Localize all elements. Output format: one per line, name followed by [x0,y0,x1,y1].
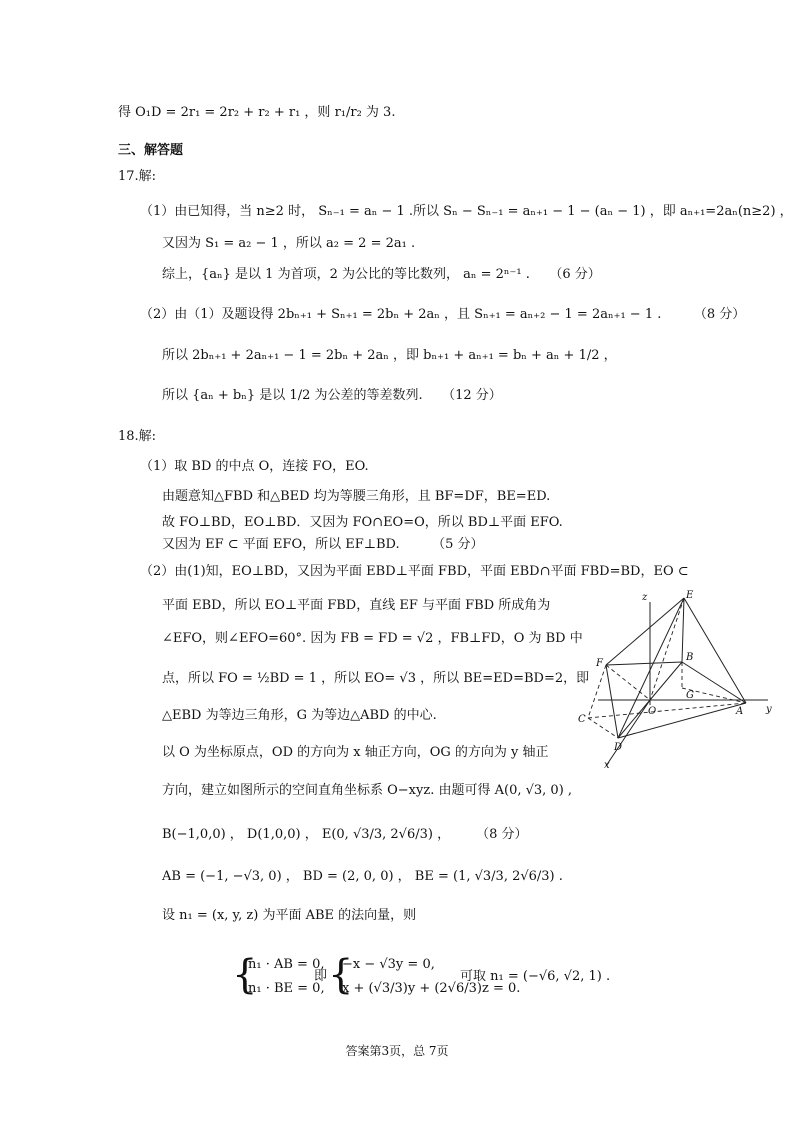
q18-p2-line4: 点，所以 FO = ½BD = 1 ，所以 EO= √3 ，所以 BE=ED=BD=2，即 [162,671,590,686]
dash-CA [588,703,746,718]
q18-p2-line1: （2）由(1)知，EO⊥BD，又因为平面 EBD⊥平面 FBD，平面 EBD∩平面 FBD=BD，EO ⊂ [140,564,689,579]
system-right-eq1: −x − √3y = 0, [342,957,435,972]
figure-label-y: y [766,704,772,715]
system-tail: 可取 n₁ = (−√6, √2, 1) . [460,969,611,984]
equation-system [232,950,672,1010]
q17-p1-line3: 综上，{aₙ} 是以 1 为首项，2 为公比的等比数列， aₙ = 2ⁿ⁻¹ . （6 分） [162,267,601,282]
geometry-figure [578,590,778,770]
edge-FD [606,665,618,738]
q18-p1-line3: 故 FO⊥BD，EO⊥BD．又因为 FO∩EO=O，所以 BD⊥平面 EFO. [162,515,563,530]
figure-label-d: D [614,742,623,753]
edge-ED [618,598,684,738]
figure-label-e: E [686,590,694,601]
q18-p2-line3: ∠EFO，则∠EFO=60°. 因为 FB = FD = √2 ，FB⊥FD，O 为 BD 中 [162,631,583,646]
brace-left: { [232,952,258,998]
system-connector: 即 [314,969,328,984]
edge-EB [682,598,684,662]
q18-p1-line1: （1）取 BD 的中点 O，连接 FO，EO. [140,459,369,474]
edge-DA [618,703,746,738]
q18-label: 18.解: [118,429,157,444]
edge-FB [606,662,682,665]
figure-label-z: z [642,592,648,603]
q18-p1-line4: 又因为 EF ⊂ 平面 EFO，所以 EF⊥BD. （5 分） [162,537,484,552]
figure-label-f: F [596,658,603,669]
q18-p2-line10: 设 n₁ = (x, y, z) 为平面 ABE 的法向量，则 [162,908,417,923]
q17-label: 17.解: [118,169,157,184]
q17-p2-line3: 所以 {aₙ + bₙ} 是以 1/2 为公差的等差数列. （12 分） [162,388,502,403]
top-line: 得 O₁D = 2r₁ = 2r₂ + r₂ + r₁ ，则 r₁/r₂ 为 3. [118,105,396,120]
figure-label-b: B [686,652,694,663]
figure-label-o: O [648,706,657,717]
figure-label-g: G [686,690,694,701]
q18-p2-line6: 以 O 为坐标原点，OD 的方向为 x 轴正方向，OG 的方向为 y 轴正 [162,745,549,760]
edge-EF [606,598,684,665]
dash-FO [606,665,650,700]
q18-p2-line9: AB = (−1, −√3, 0) ， BD = (2, 0, 0) ， BE = (1, √3/3, 2√6/3) . [162,869,563,884]
figure-label-a: A [736,706,744,717]
q18-p1-line2: 由题意知△FBD 和△BED 均为等腰三角形，且 BF=DF，BE=ED. [162,489,551,504]
q18-p2-line2: 平面 EBD，所以 EO⊥平面 FBD，直线 EF 与平面 FBD 所成角为 [162,598,551,613]
q18-p2-line7: 方向，建立如图所示的空间直角坐标系 O−xyz. 由题可得 A(0, √3, 0) , [162,783,573,798]
dash-FC [588,665,606,718]
system-right-eq2: x + (√3/3)y + (2√6/3)z = 0. [342,981,521,996]
q17-p2-line2: 所以 2bₙ₊₁ + 2aₙ₊₁ − 1 = 2bₙ + 2aₙ ，即 bₙ₊₁ + aₙ₊₁ = bₙ + aₙ + 1/2 ， [162,348,617,363]
axis-x [606,700,650,766]
q18-p2-line8: B(−1,0,0) ， D(1,0,0) ， E(0, √3/3, 2√6/3) ， （8 分） [162,827,528,842]
q17-p1-line2: 又因为 S₁ = a₂ − 1 ，所以 a₂ = 2 = 2a₁ . [162,236,416,251]
edge-EA [684,598,746,703]
figure-label-x: x [604,760,610,770]
dash-CD [588,718,618,738]
q17-p1-line1: （1）由已知得，当 n≥2 时， Sₙ₋₁ = aₙ − 1 .所以 Sₙ − Sₙ₋₁ = aₙ₊₁ − 1 − (aₙ − 1) ，即 aₙ₊₁=2aₙ(n≥2) ， [140,204,793,219]
q18-p2-line5: △EBD 为等边三角形，G 为等边△ABD 的中心. [162,708,437,723]
brace-right: { [328,952,354,998]
dash-EO [650,598,684,700]
figure-label-c: C [578,714,586,725]
q17-p2-line1: （2）由（1）及题设得 2bₙ₊₁ + Sₙ₊₁ = 2bₙ + 2aₙ ，且 Sₙ₊₁ = aₙ₊₂ − 1 = 2aₙ₊₁ − 1 . （8 分） [140,307,746,322]
system-left-eq1: n₁ · AB = 0, [248,957,325,972]
system-left-eq2: n₁ · BE = 0, [248,981,325,996]
section-title: 三、解答题 [118,143,184,158]
page-footer: 答案第3页，总 7页 [345,1044,449,1058]
